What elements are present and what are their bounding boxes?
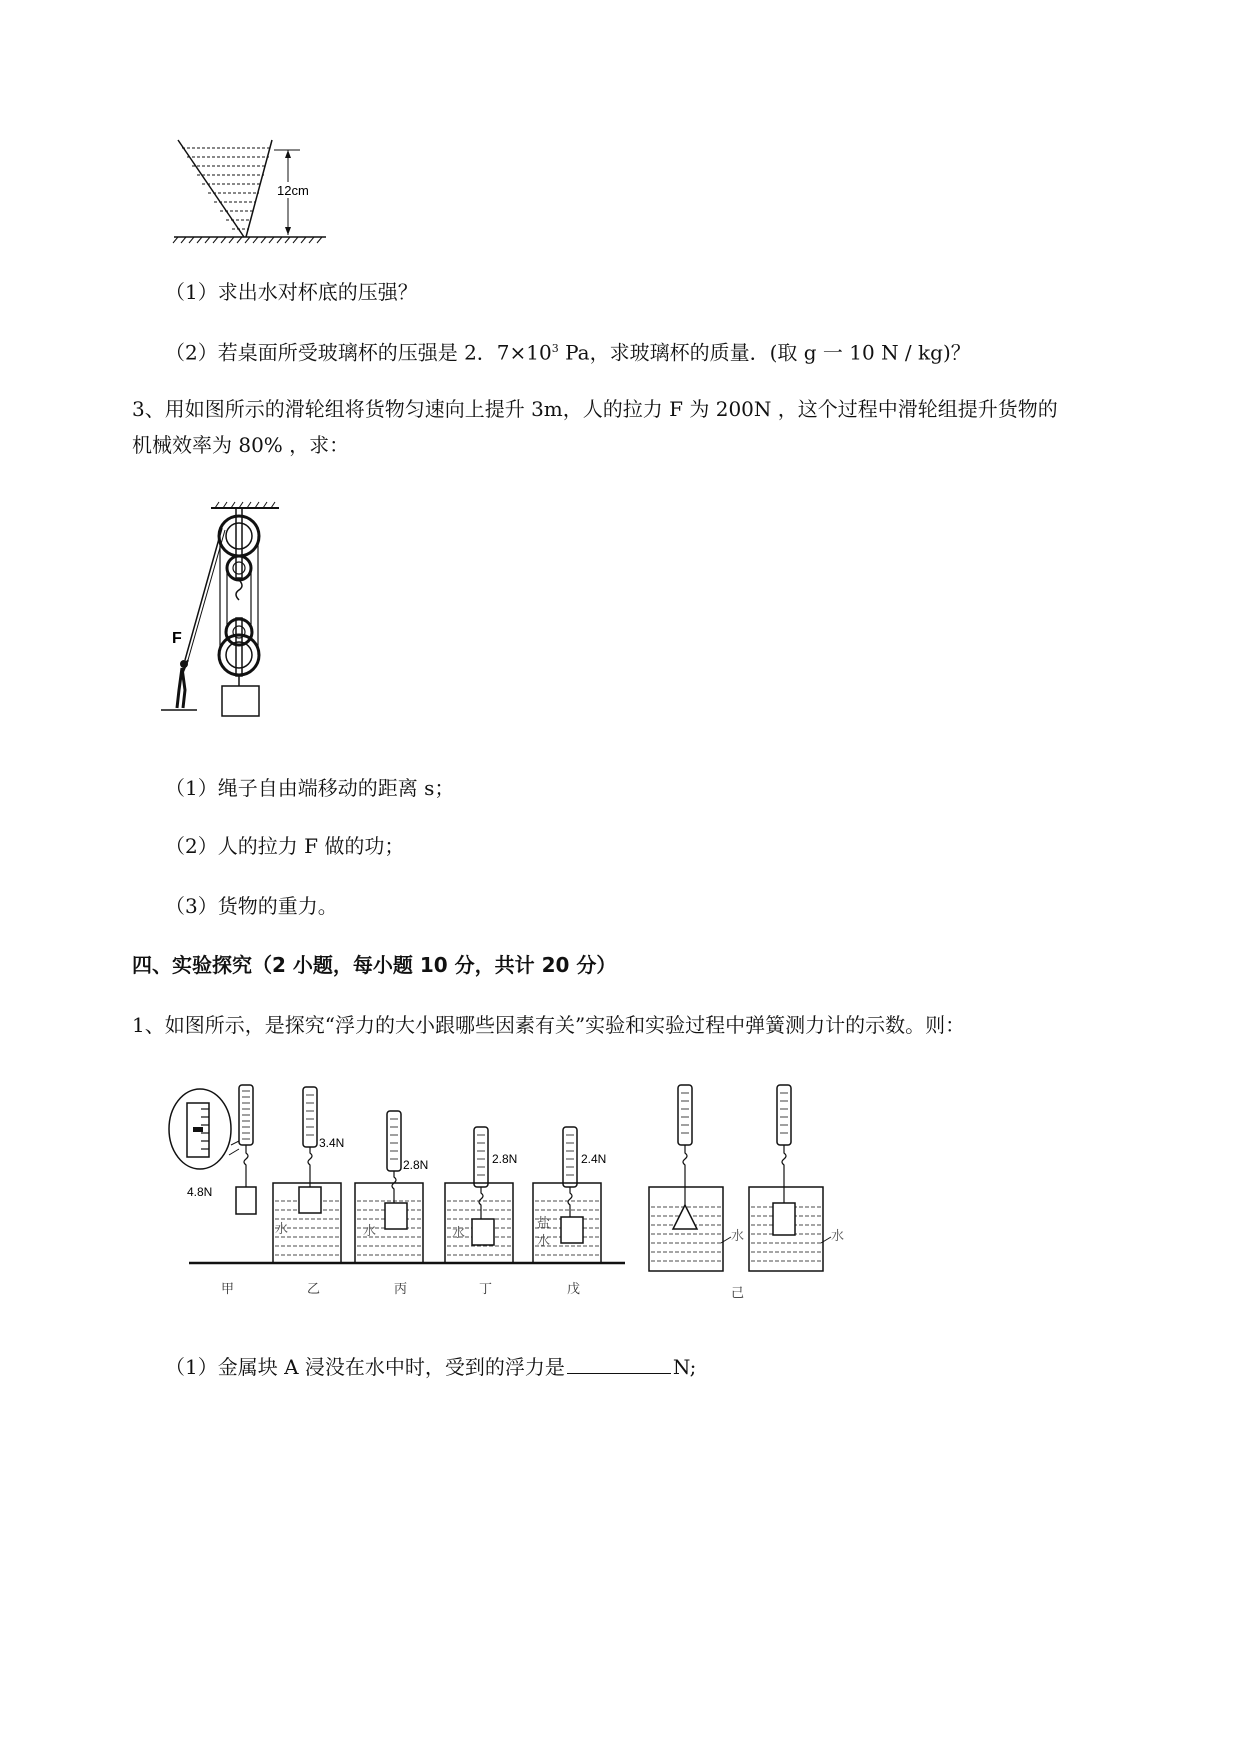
stage-label-wu: 戊 (567, 1281, 581, 1296)
q3-stem-line2: 机械效率为 80% ，求： (132, 433, 350, 457)
answer-blank[interactable] (567, 1351, 671, 1374)
stage-label-ding: 丁 (479, 1281, 493, 1296)
liquid-label-ji-left: 水 (731, 1228, 745, 1243)
buoyancy-figure (165, 1083, 865, 1308)
q2-part1: （1）求出水对杯底的压强？ (165, 280, 418, 304)
pulley-force-label: F (172, 630, 182, 647)
exp1-part1-text: （1）金属块 A 浸没在水中时，受到的浮力是 (165, 1355, 565, 1379)
q2-part2-exponent: 3 (551, 342, 559, 355)
q3-part2: （2）人的拉力 F 做的功； (165, 834, 405, 858)
cup-height-label: 12cm (277, 183, 309, 198)
liquid-label-yi: 水 (275, 1221, 289, 1236)
liquid-label-ji-right: 水 (831, 1228, 845, 1243)
reading-bing: 2.8N (403, 1158, 429, 1172)
stage-label-ji: 己 (731, 1285, 745, 1300)
stage-label-yi: 乙 (307, 1281, 321, 1296)
exp1-part1-unit: N; (672, 1355, 697, 1379)
cup-figure (170, 138, 340, 248)
exp1-part1 (165, 1351, 696, 1382)
section-4-heading: 四、实验探究（2 小题，每小题 10 分，共计 20 分） (132, 953, 617, 977)
reading-ding: 2.8N (492, 1152, 518, 1166)
stage-label-jia: 甲 (221, 1281, 235, 1296)
q2-part2-text-b: Pa，求玻璃杯的质量．(取 g 一 10 N / kg)？ (558, 340, 971, 365)
liquid-label-ding: 水 (452, 1225, 466, 1240)
stage-label-bing: 丙 (394, 1281, 408, 1296)
q3-part3: （3）货物的重力。 (165, 894, 338, 918)
q2-part2 (165, 334, 971, 368)
pulley-figure (155, 500, 285, 720)
q3-part1: （1）绳子自由端移动的距离 s； (165, 776, 455, 800)
q3-stem-line1: 3、用如图所示的滑轮组将货物匀速向上提升 3m，人的拉力 F 为 200N ，这个过程中滑轮组提升货物的 (132, 397, 1058, 421)
liquid-label-bing: 水 (363, 1223, 377, 1238)
exp1-stem: 1、如图所示，是探究“浮力的大小跟哪些因素有关”实验和实验过程中弹簧测力计的示数。则： (132, 1013, 966, 1037)
reading-yi: 3.4N (319, 1136, 345, 1150)
q2-part2-text-a: （2）若桌面所受玻璃杯的压强是 2．7×10 (165, 340, 552, 365)
liquid-label-wu-top: 盐 (537, 1215, 551, 1230)
reading-jia: 4.8N (187, 1185, 213, 1199)
liquid-label-wu-bottom: 水 (537, 1233, 551, 1248)
reading-wu: 2.4N (581, 1152, 607, 1166)
